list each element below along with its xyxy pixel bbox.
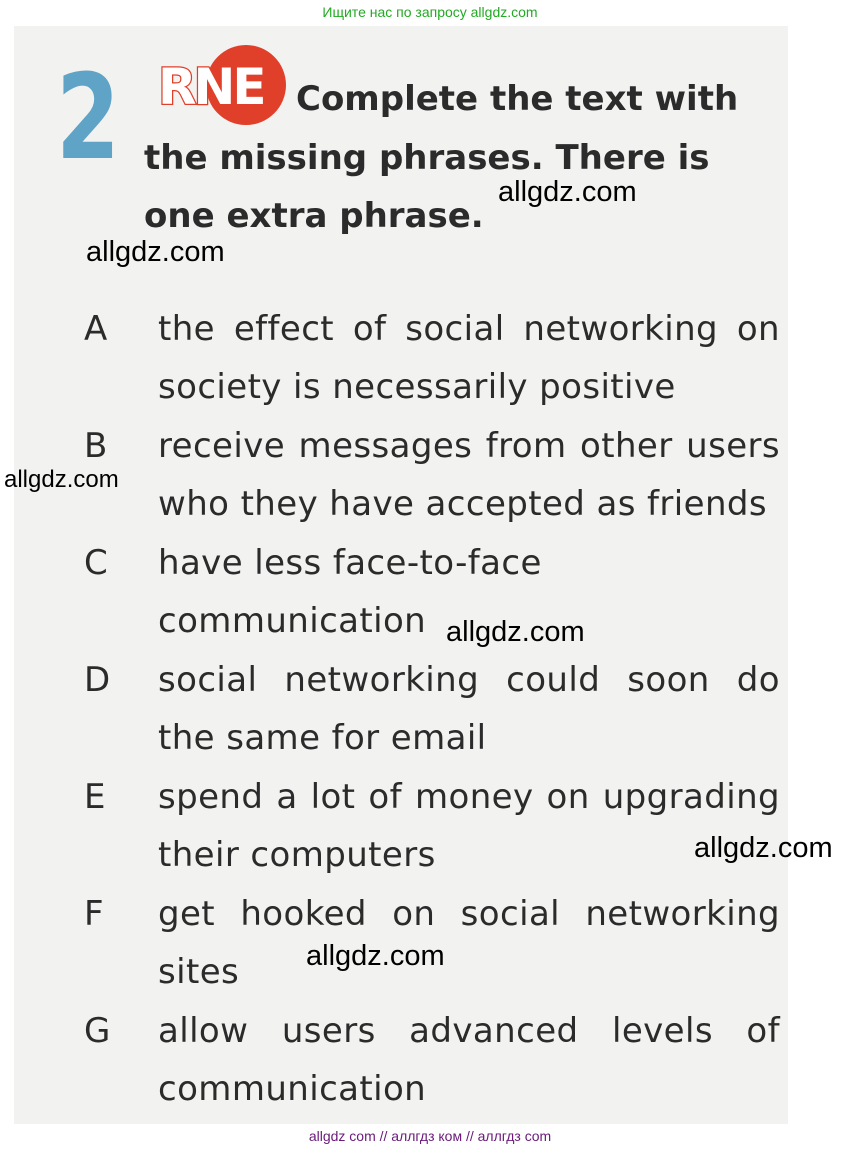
watermark: allgdz.com [498,176,637,208]
rne-badge-label: RNE [158,58,264,116]
option-text: receive messages from other users who they have accepted as friends [158,426,780,524]
watermark: allgdz.com [4,466,119,493]
option-letter: B [84,426,108,466]
bottom-banner[interactable]: allgdz com // аллгдз ком // аллгдз com [308,1128,552,1144]
option-letter: F [84,894,104,934]
option-text: allow users advanced levels of communication [158,1011,780,1109]
watermark: allgdz.com [86,236,225,268]
option-text: social networking could soon do the same for email [158,660,780,758]
option-letter: G [84,1011,111,1051]
watermark: allgdz.com [446,616,585,648]
option-letter: A [84,309,108,349]
option-letter: E [84,777,106,817]
option-text: spend a lot of money on upgrading their computers [158,777,780,875]
top-banner[interactable]: Ищите нас по запросу allgdz.com [322,4,538,20]
option-text: have less face-to-face communication [158,543,542,641]
watermark: allgdz.com [306,940,445,972]
option-text: get hooked on social networking sites [158,894,780,992]
option-text: the effect of social networking on society is necessarily positive [158,309,780,407]
exercise-number: 2 [56,48,121,186]
watermark: allgdz.com [694,832,833,864]
option-letter: C [84,543,108,583]
exercise-instruction: Complete the text with the missing phrases. There is one extra phrase. [144,79,739,236]
option-letter: D [84,660,111,700]
